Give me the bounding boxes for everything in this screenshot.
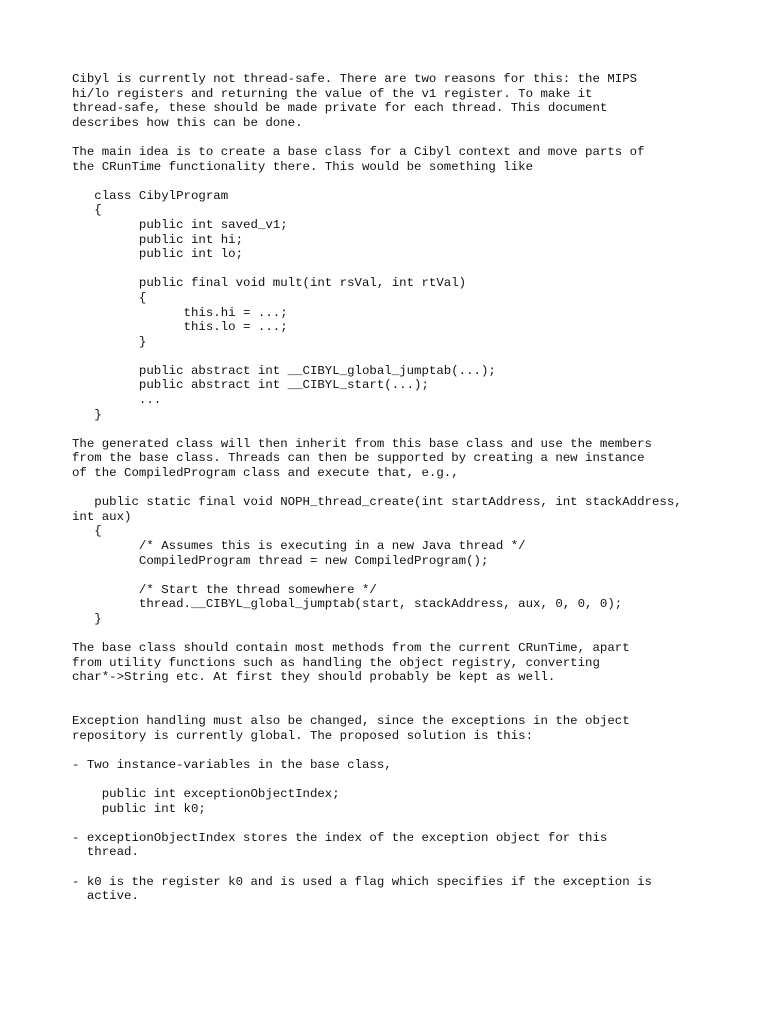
document-line bbox=[72, 743, 712, 758]
document-line bbox=[72, 773, 712, 788]
document-line: { bbox=[72, 290, 147, 305]
document-line: public abstract int __CIBYL_start(...); bbox=[72, 378, 429, 393]
document-line: { bbox=[72, 524, 102, 539]
document-line bbox=[72, 130, 712, 145]
document-line: repository is currently global. The proposed solution is this: bbox=[72, 728, 534, 743]
document-line: public int saved_v1; bbox=[72, 217, 288, 232]
document-body bbox=[72, 72, 712, 904]
document-line: active. bbox=[72, 889, 139, 904]
document-line: public int lo; bbox=[72, 247, 244, 262]
document-line: Exception handling must also be changed, since the exceptions in the object bbox=[72, 714, 630, 729]
document-line: The main idea is to create a base class for a Cibyl context and move parts of bbox=[72, 144, 645, 159]
document-line: /* Assumes this is executing in a new Java thread */ bbox=[72, 539, 526, 553]
document-line: thread. bbox=[72, 845, 139, 860]
document-line: int aux) bbox=[72, 509, 132, 524]
document-line bbox=[72, 860, 712, 875]
document-line: ... bbox=[72, 393, 162, 408]
document-line: public static final void NOPH_thread_create(int startAddress, int stackAddress, bbox=[72, 495, 682, 510]
document-line bbox=[72, 568, 712, 583]
document-line: hi/lo registers and returning the value of the v1 register. To make it bbox=[72, 86, 593, 101]
document-line: class CibylProgram bbox=[72, 188, 229, 203]
document-line: The base class should contain most methods from the current CRunTime, apart bbox=[72, 641, 630, 656]
document-line bbox=[72, 700, 712, 715]
document-line bbox=[72, 481, 712, 496]
document-line: thread-safe, these should be made private for each thread. This document bbox=[72, 101, 608, 116]
document-line: - Two instance-variables in the base class, bbox=[72, 757, 392, 772]
document-line: } bbox=[72, 407, 102, 422]
document-line: char*->String etc. At first they should probably be kept as well. bbox=[72, 670, 556, 685]
document-line bbox=[72, 262, 712, 277]
document-line bbox=[72, 627, 712, 642]
document-line: from the base class. Threads can then be supported by creating a new instance bbox=[72, 451, 645, 466]
document-line: of the CompiledProgram class and execute that, e.g., bbox=[72, 466, 459, 481]
document-line bbox=[72, 685, 712, 700]
document-line: Cibyl is currently not thread-safe. There are two reasons for this: the MIPS bbox=[72, 72, 638, 86]
document-line: The generated class will then inherit from this base class and use the members bbox=[72, 436, 652, 451]
document-line: public int hi; bbox=[72, 232, 244, 247]
document-line: /* Start the thread somewhere */ bbox=[72, 582, 377, 597]
document-line: public final void mult(int rsVal, int rtVal) bbox=[72, 276, 467, 291]
document-line bbox=[72, 174, 712, 189]
document-line: describes how this can be done. bbox=[72, 115, 303, 130]
document-line: the CRunTime functionality there. This would be something like bbox=[72, 159, 534, 174]
document-line: } bbox=[72, 611, 102, 626]
document-line: public int k0; bbox=[72, 801, 206, 816]
document-line bbox=[72, 349, 712, 364]
document-line: } bbox=[72, 334, 147, 349]
document-line: CompiledProgram thread = new CompiledProgram(); bbox=[72, 553, 489, 568]
document-line: - k0 is the register k0 and is used a flag which specifies if the exception is bbox=[72, 874, 652, 889]
document-line: public int exceptionObjectIndex; bbox=[72, 787, 340, 802]
document-line: thread.__CIBYL_global_jumptab(start, stackAddress, aux, 0, 0, 0); bbox=[72, 597, 623, 612]
document-line: from utility functions such as handling the object registry, converting bbox=[72, 655, 600, 670]
document-line bbox=[72, 422, 712, 437]
document-line: public abstract int __CIBYL_global_jumptab(...); bbox=[72, 363, 496, 378]
document-line: { bbox=[72, 203, 102, 218]
document-line: this.hi = ...; bbox=[72, 305, 288, 320]
document-line: - exceptionObjectIndex stores the index of the exception object for this bbox=[72, 830, 608, 845]
document-line bbox=[72, 816, 712, 831]
document-line: this.lo = ...; bbox=[72, 320, 288, 335]
